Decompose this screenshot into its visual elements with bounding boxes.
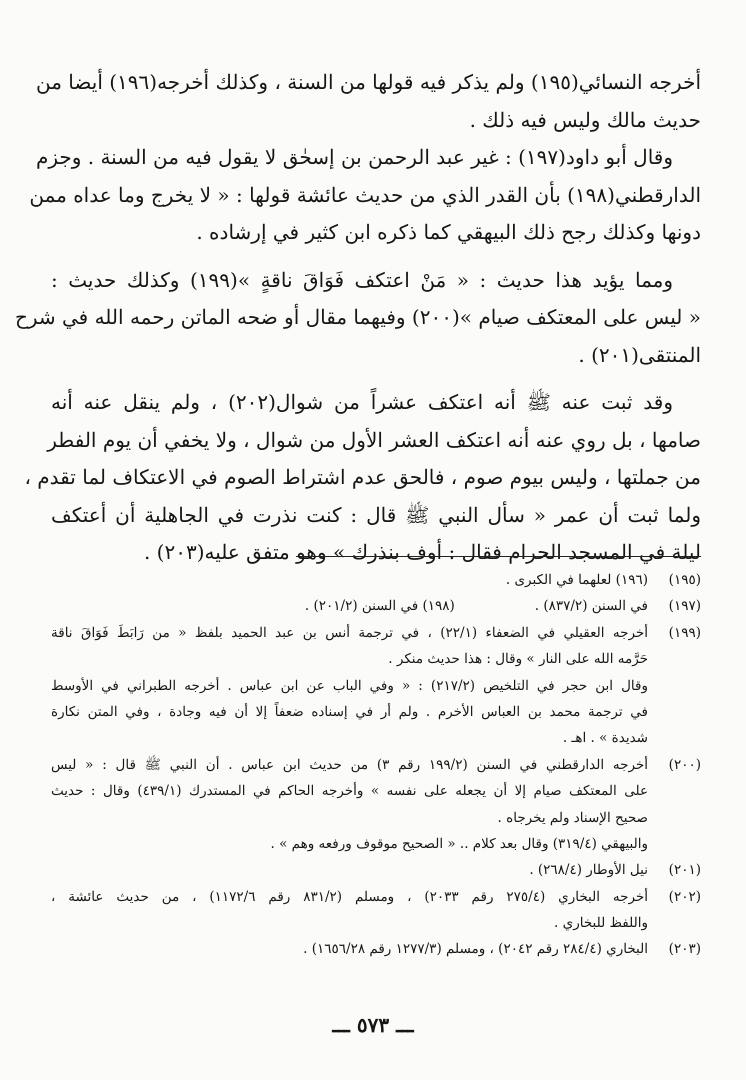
footnote-text: في ترجمة محمد بن العباس الأخرم . ولم أر في إسناده ضعفاً إلا أن فيه وجادة ، وفي المتن نكارة — [51, 703, 648, 720]
footnote-divider — [296, 556, 701, 557]
footnote-text: واللفظ للبخاري . — [554, 915, 648, 932]
footnote-number: (٢٠١) — [668, 862, 701, 879]
footnote-203 — [51, 936, 701, 962]
footnote-text: وقال ابن حجر في التلخيص (٢١٧/٢) : « وفي الباب عن ابن عباس . أخرجه الطبراني في الأوسط — [51, 677, 648, 694]
footnote-number: (١٩٩) — [668, 624, 701, 641]
footnote-200 — [51, 752, 701, 778]
text-line: « ليس على المعتكف صيام »(٢٠٠) وفيهما مقال أو ضحه الماتن رحمه الله في شرح — [14, 305, 701, 329]
footnote-text: والبيهقي (٣١٩/٤) وقال بعد كلام .. « الصحيح موقوف ورفعه وهم » . — [270, 835, 648, 852]
footnote-line — [51, 646, 701, 672]
footnote-text: أخرجه البخاري (٢٧٥/٤ رقم ٢٠٣٣) ، ومسلم (٨٣١/٢ رقم ١١٧٢/٦) ، من حديث عائشة ، — [51, 888, 649, 905]
footnote-number: (١٩٥) — [668, 572, 701, 588]
footnote-number: (٢٠٢) — [668, 888, 701, 905]
text-line: حديث مالك وليس فيه ذلك . — [469, 107, 701, 132]
footnote-202 — [51, 884, 701, 910]
text-line: من جملتها ، وليس بيوم صوم ، فالحق عدم اشتراط الصوم في الاعتكاف لما تقدم ، — [24, 465, 701, 489]
text-line: أخرجه النسائي(١٩٥) ولم يذكر فيه قولها من السنة ، وكذلك أخرجه(١٩٦) أيضا من — [36, 70, 701, 94]
footnote-number: (١٩٧) — [668, 598, 701, 615]
text-line: ليلة في المسجد الحرام فقال : أوف بنذرك » وهو متفق عليه(٢٠٣) . — [143, 540, 701, 564]
footnote-number: (٢٠٠) — [668, 756, 701, 773]
footnote-199 — [51, 620, 701, 646]
text-line: صامها ، بل روي عنه أنه اعتكف العشر الأول من شوال ، ولا يخفي أن يوم الفطر — [47, 427, 701, 452]
footnote-line — [51, 699, 701, 725]
footnote-201 — [51, 857, 701, 883]
text-line: المنتقى(٢٠١) . — [578, 342, 701, 367]
footnote-line — [51, 778, 701, 804]
footnote-line — [51, 725, 701, 751]
text-line: وقال أبو داود(١٩٧) : غير عبد الرحمن بن إسحٰق لا يقول فيه من السنة . وجزم — [35, 145, 673, 169]
footnote-text: نيل الأوطار (٢٦٨/٤) . — [529, 862, 648, 879]
text-line: ومما يؤيد هذا حديث : « مَنْ اعتكف فَوَاقَ ناقةٍ »(١٩٩) وكذلك حديث : — [51, 267, 673, 292]
footnote-line — [51, 673, 701, 699]
footnote-text: شديدة » . اهـ . — [562, 730, 648, 747]
footnote-text: (١٩٨) في السنن (٢٠١/٢) . — [304, 598, 455, 615]
footnote-number: (٢٠٣) — [668, 941, 701, 958]
footnote-text: (١٩٦) لعلهما في الكبرى . — [505, 572, 648, 588]
footnote-text: حَرَّمه الله على النار » وقال : هذا حديث منكر . — [388, 651, 648, 668]
footnote-line — [51, 910, 701, 936]
footnote-text: صحيح الإسناد ولم يخرجاه . — [497, 809, 648, 826]
footnote-195 — [51, 567, 701, 593]
text-line: وقد ثبت عنه ﷺ أنه اعتكف عشراً من شوال(٢٠٢) ، ولم ينقل عنه أنه — [51, 390, 673, 414]
footnote-line — [51, 831, 701, 857]
footnote-text: البخاري (٢٨٤/٤ رقم ٢٠٤٢) ، ومسلم (١٢٧٧/٣ رقم ١٦٥٦/٢٨) . — [303, 941, 648, 958]
footnote-text: أخرجه العقيلي في الضعفاء (٢٢/١) ، في ترجمة أنس بن عبد الحميد بلفظ « من رَابَطَ فَوَاقَ ناقة — [51, 624, 648, 641]
page-number: ـــ ٥٧٣ ـــ — [332, 1013, 414, 1037]
footnote-text: على المعتكف صيام إلا أن يجعله على نفسه » وأخرجه الحاكم في المستدرك (٤٣٩/١) وقال : حديث — [51, 783, 648, 800]
text-line: الدارقطني(١٩٨) بأن القدر الذي من حديث عائشة قولها : « لا يخرج وما عداه ممن — [29, 182, 701, 207]
footnotes — [51, 567, 701, 963]
main-text — [14, 64, 701, 572]
text-line: ولما ثبت أن عمر « سأل النبي ﷺ قال : كنت نذرت في الجاهلية أن أعتكف — [51, 502, 701, 527]
footnote-text: في السنن (٨٣٧/٢) . — [534, 598, 648, 615]
footnote-line — [51, 805, 701, 831]
footnote-197 — [51, 593, 701, 619]
footnote-text: أخرجه الدارقطني في السنن (١٩٩/٢ رقم ٣) من حديث ابن عباس . أن النبي ﷺ قال : « ليس — [51, 756, 648, 773]
text-line: دونها وكذلك رجح ذلك البيهقي كما ذكره ابن كثير في إرشاده . — [196, 220, 701, 244]
